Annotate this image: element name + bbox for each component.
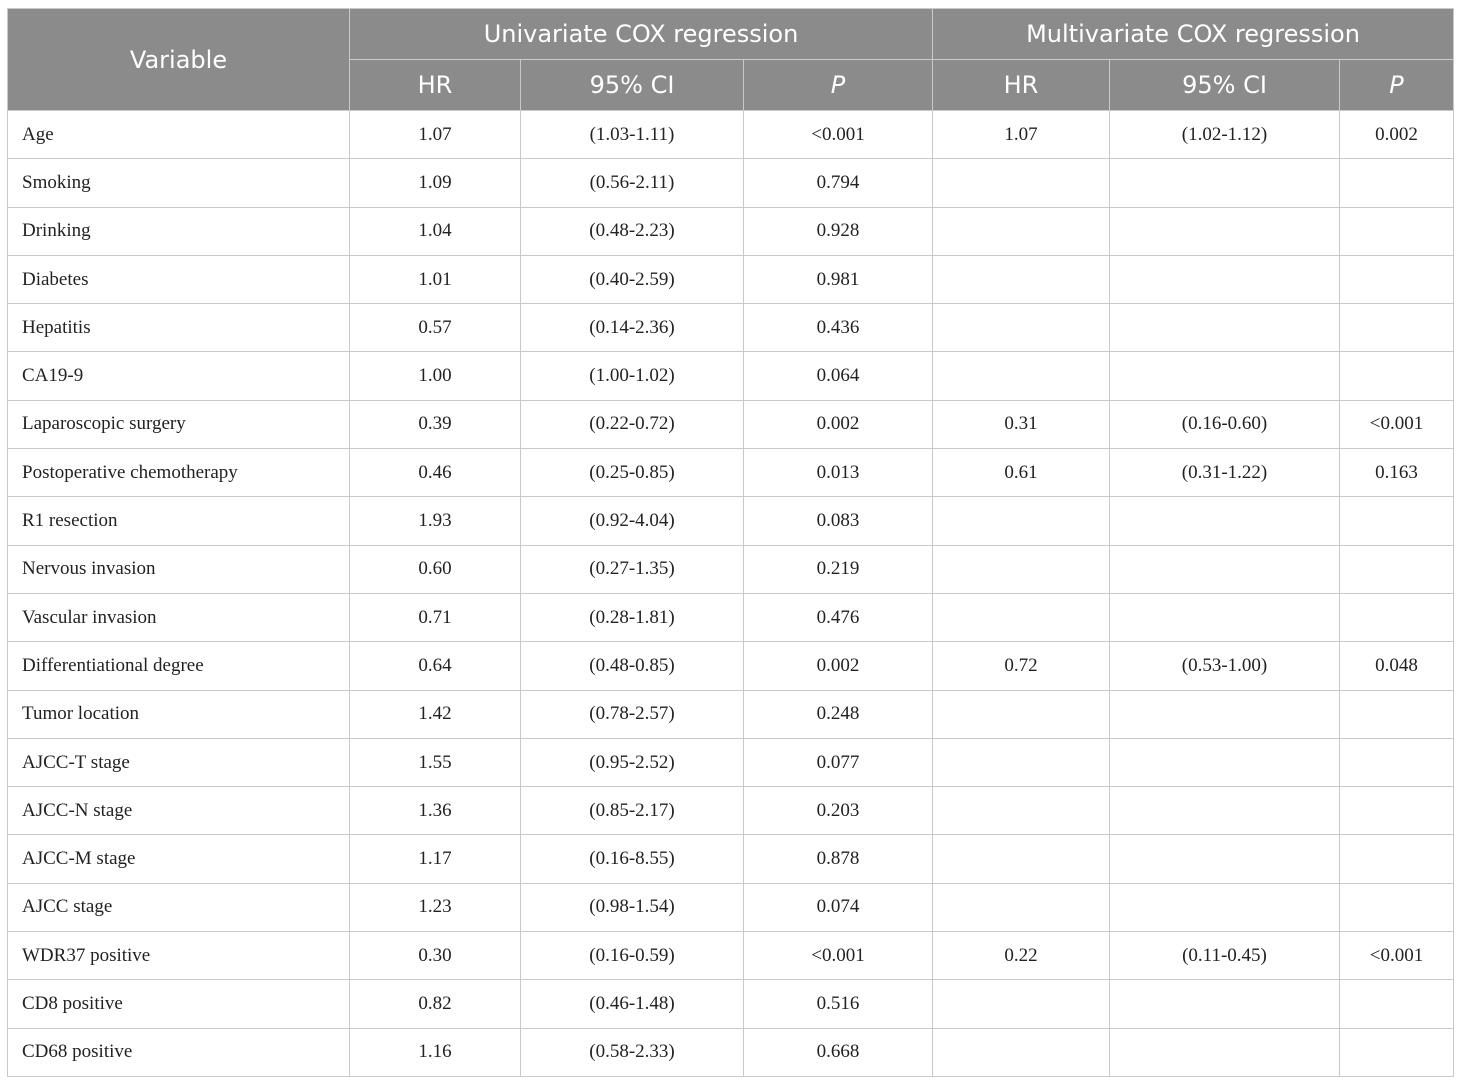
cell-multivariate-ci	[1110, 883, 1340, 931]
table-row	[8, 835, 1454, 883]
cell-multivariate-ci	[1110, 690, 1340, 738]
cell-multivariate-hr	[933, 738, 1110, 786]
cell-multivariate-ci	[1110, 593, 1340, 641]
cell-multivariate-ci	[1110, 835, 1340, 883]
cell-univariate-hr: 1.00	[350, 352, 521, 400]
cell-univariate-p: 0.516	[744, 980, 933, 1028]
cell-univariate-ci: (0.16-0.59)	[521, 932, 744, 980]
cell-univariate-ci: (0.46-1.48)	[521, 980, 744, 1028]
cell-multivariate-ci	[1110, 980, 1340, 1028]
cell-univariate-hr: 0.30	[350, 932, 521, 980]
cell-multivariate-hr	[933, 690, 1110, 738]
header-multivariate-ci: 95% CI	[1110, 60, 1340, 111]
cell-multivariate-p	[1340, 1028, 1454, 1076]
cell-univariate-p: <0.001	[744, 932, 933, 980]
cell-univariate-p: 0.077	[744, 738, 933, 786]
cell-multivariate-ci: (0.53-1.00)	[1110, 642, 1340, 690]
cell-univariate-ci: (0.92-4.04)	[521, 497, 744, 545]
table-row	[8, 1028, 1454, 1076]
table-row	[8, 111, 1454, 159]
cell-univariate-hr: 1.09	[350, 159, 521, 207]
cell-variable: Hepatitis	[8, 304, 350, 352]
cell-univariate-ci: (0.56-2.11)	[521, 159, 744, 207]
cell-multivariate-hr: 0.61	[933, 449, 1110, 497]
cell-univariate-p: 0.794	[744, 159, 933, 207]
cox-regression-table-container	[7, 8, 1454, 1077]
cell-multivariate-p	[1340, 255, 1454, 303]
cell-multivariate-hr	[933, 207, 1110, 255]
header-row-groups	[8, 9, 1454, 60]
cell-multivariate-hr	[933, 787, 1110, 835]
cell-univariate-ci: (0.16-8.55)	[521, 835, 744, 883]
cell-multivariate-hr	[933, 1028, 1110, 1076]
cell-univariate-p: 0.083	[744, 497, 933, 545]
cell-univariate-p: 0.878	[744, 835, 933, 883]
cell-univariate-hr: 1.01	[350, 255, 521, 303]
cell-multivariate-ci	[1110, 304, 1340, 352]
cell-variable: Drinking	[8, 207, 350, 255]
cell-multivariate-hr	[933, 497, 1110, 545]
cell-multivariate-p	[1340, 835, 1454, 883]
cell-variable: R1 resection	[8, 497, 350, 545]
table-row	[8, 207, 1454, 255]
cell-multivariate-hr	[933, 255, 1110, 303]
cell-multivariate-p	[1340, 497, 1454, 545]
header-univariate-p: P	[744, 60, 933, 111]
cell-univariate-p: 0.002	[744, 400, 933, 448]
cell-multivariate-hr	[933, 835, 1110, 883]
cell-multivariate-ci	[1110, 497, 1340, 545]
header-univariate: Univariate COX regression	[350, 9, 933, 60]
table-row	[8, 497, 1454, 545]
header-univariate-hr: HR	[350, 60, 521, 111]
cell-univariate-hr: 0.64	[350, 642, 521, 690]
cell-univariate-hr: 0.71	[350, 593, 521, 641]
header-variable: Variable	[8, 9, 350, 111]
cell-multivariate-hr: 0.72	[933, 642, 1110, 690]
cell-multivariate-p	[1340, 352, 1454, 400]
table-header	[8, 9, 1454, 111]
cell-multivariate-p	[1340, 883, 1454, 931]
cell-variable: AJCC stage	[8, 883, 350, 931]
cell-multivariate-ci	[1110, 159, 1340, 207]
cell-multivariate-ci: (0.31-1.22)	[1110, 449, 1340, 497]
cell-variable: Nervous invasion	[8, 545, 350, 593]
header-multivariate-hr: HR	[933, 60, 1110, 111]
cell-multivariate-p	[1340, 787, 1454, 835]
cell-multivariate-hr	[933, 159, 1110, 207]
cell-multivariate-hr	[933, 980, 1110, 1028]
cell-multivariate-hr	[933, 352, 1110, 400]
cell-variable: Vascular invasion	[8, 593, 350, 641]
cell-univariate-p: 0.248	[744, 690, 933, 738]
cell-variable: Laparoscopic surgery	[8, 400, 350, 448]
table-row	[8, 255, 1454, 303]
table-row	[8, 352, 1454, 400]
cell-multivariate-hr	[933, 304, 1110, 352]
cell-multivariate-ci	[1110, 545, 1340, 593]
cell-univariate-hr: 1.23	[350, 883, 521, 931]
cell-univariate-ci: (1.03-1.11)	[521, 111, 744, 159]
table-row	[8, 932, 1454, 980]
cell-univariate-p: 0.002	[744, 642, 933, 690]
table-row	[8, 159, 1454, 207]
cell-variable: CD8 positive	[8, 980, 350, 1028]
cell-variable: CD68 positive	[8, 1028, 350, 1076]
cell-multivariate-ci	[1110, 207, 1340, 255]
table-row	[8, 980, 1454, 1028]
cell-variable: AJCC-N stage	[8, 787, 350, 835]
cell-univariate-ci: (0.28-1.81)	[521, 593, 744, 641]
cell-multivariate-ci	[1110, 738, 1340, 786]
cell-univariate-ci: (0.14-2.36)	[521, 304, 744, 352]
cell-univariate-hr: 0.46	[350, 449, 521, 497]
cell-univariate-ci: (0.85-2.17)	[521, 787, 744, 835]
cell-multivariate-ci: (1.02-1.12)	[1110, 111, 1340, 159]
cell-univariate-hr: 1.36	[350, 787, 521, 835]
table-row	[8, 642, 1454, 690]
cell-multivariate-p	[1340, 980, 1454, 1028]
table-row	[8, 787, 1454, 835]
cell-multivariate-ci	[1110, 787, 1340, 835]
cell-univariate-p: <0.001	[744, 111, 933, 159]
cell-variable: Diabetes	[8, 255, 350, 303]
table-row	[8, 400, 1454, 448]
cell-univariate-hr: 1.42	[350, 690, 521, 738]
cell-univariate-ci: (0.98-1.54)	[521, 883, 744, 931]
cell-univariate-p: 0.013	[744, 449, 933, 497]
cell-variable: Tumor location	[8, 690, 350, 738]
table-row	[8, 593, 1454, 641]
cell-univariate-ci: (0.48-0.85)	[521, 642, 744, 690]
cell-multivariate-hr	[933, 593, 1110, 641]
cell-variable: AJCC-M stage	[8, 835, 350, 883]
cox-regression-table	[7, 8, 1454, 1077]
cell-multivariate-p	[1340, 690, 1454, 738]
cell-univariate-p: 0.219	[744, 545, 933, 593]
cell-multivariate-p: <0.001	[1340, 932, 1454, 980]
cell-univariate-ci: (0.58-2.33)	[521, 1028, 744, 1076]
table-body	[8, 111, 1454, 1077]
cell-multivariate-ci	[1110, 352, 1340, 400]
table-row	[8, 545, 1454, 593]
cell-multivariate-p: 0.002	[1340, 111, 1454, 159]
cell-multivariate-p	[1340, 207, 1454, 255]
cell-univariate-hr: 0.57	[350, 304, 521, 352]
cell-univariate-ci: (0.27-1.35)	[521, 545, 744, 593]
cell-multivariate-hr	[933, 883, 1110, 931]
table-row	[8, 883, 1454, 931]
cell-univariate-p: 0.074	[744, 883, 933, 931]
cell-univariate-ci: (0.48-2.23)	[521, 207, 744, 255]
cell-multivariate-p	[1340, 738, 1454, 786]
cell-univariate-ci: (0.95-2.52)	[521, 738, 744, 786]
cell-variable: WDR37 positive	[8, 932, 350, 980]
cell-multivariate-hr: 0.31	[933, 400, 1110, 448]
cell-multivariate-ci: (0.11-0.45)	[1110, 932, 1340, 980]
cell-univariate-p: 0.476	[744, 593, 933, 641]
cell-univariate-p: 0.668	[744, 1028, 933, 1076]
cell-multivariate-ci	[1110, 1028, 1340, 1076]
cell-univariate-hr: 1.16	[350, 1028, 521, 1076]
cell-univariate-hr: 1.07	[350, 111, 521, 159]
cell-univariate-p: 0.203	[744, 787, 933, 835]
cell-multivariate-p: <0.001	[1340, 400, 1454, 448]
cell-multivariate-p	[1340, 304, 1454, 352]
cell-multivariate-p	[1340, 545, 1454, 593]
cell-univariate-hr: 1.04	[350, 207, 521, 255]
cell-univariate-ci: (0.78-2.57)	[521, 690, 744, 738]
cell-univariate-hr: 1.17	[350, 835, 521, 883]
cell-univariate-p: 0.436	[744, 304, 933, 352]
cell-univariate-hr: 0.82	[350, 980, 521, 1028]
table-row	[8, 449, 1454, 497]
cell-variable: Postoperative chemotherapy	[8, 449, 350, 497]
cell-univariate-ci: (0.40-2.59)	[521, 255, 744, 303]
cell-univariate-ci: (0.25-0.85)	[521, 449, 744, 497]
table-row	[8, 304, 1454, 352]
cell-variable: Smoking	[8, 159, 350, 207]
cell-univariate-ci: (0.22-0.72)	[521, 400, 744, 448]
cell-multivariate-p	[1340, 159, 1454, 207]
cell-multivariate-hr: 1.07	[933, 111, 1110, 159]
cell-univariate-hr: 1.93	[350, 497, 521, 545]
cell-univariate-p: 0.064	[744, 352, 933, 400]
cell-multivariate-hr	[933, 545, 1110, 593]
cell-multivariate-p	[1340, 593, 1454, 641]
cell-univariate-hr: 0.60	[350, 545, 521, 593]
cell-multivariate-ci	[1110, 255, 1340, 303]
table-row	[8, 690, 1454, 738]
cell-variable: CA19-9	[8, 352, 350, 400]
cell-multivariate-hr: 0.22	[933, 932, 1110, 980]
cell-variable: Differentiational degree	[8, 642, 350, 690]
cell-univariate-hr: 1.55	[350, 738, 521, 786]
cell-variable: Age	[8, 111, 350, 159]
header-multivariate-p: P	[1340, 60, 1454, 111]
header-univariate-ci: 95% CI	[521, 60, 744, 111]
cell-univariate-p: 0.981	[744, 255, 933, 303]
cell-multivariate-ci: (0.16-0.60)	[1110, 400, 1340, 448]
cell-multivariate-p: 0.048	[1340, 642, 1454, 690]
cell-univariate-p: 0.928	[744, 207, 933, 255]
table-row	[8, 738, 1454, 786]
cell-variable: AJCC-T stage	[8, 738, 350, 786]
header-multivariate: Multivariate COX regression	[933, 9, 1454, 60]
cell-univariate-ci: (1.00-1.02)	[521, 352, 744, 400]
cell-multivariate-p: 0.163	[1340, 449, 1454, 497]
cell-univariate-hr: 0.39	[350, 400, 521, 448]
